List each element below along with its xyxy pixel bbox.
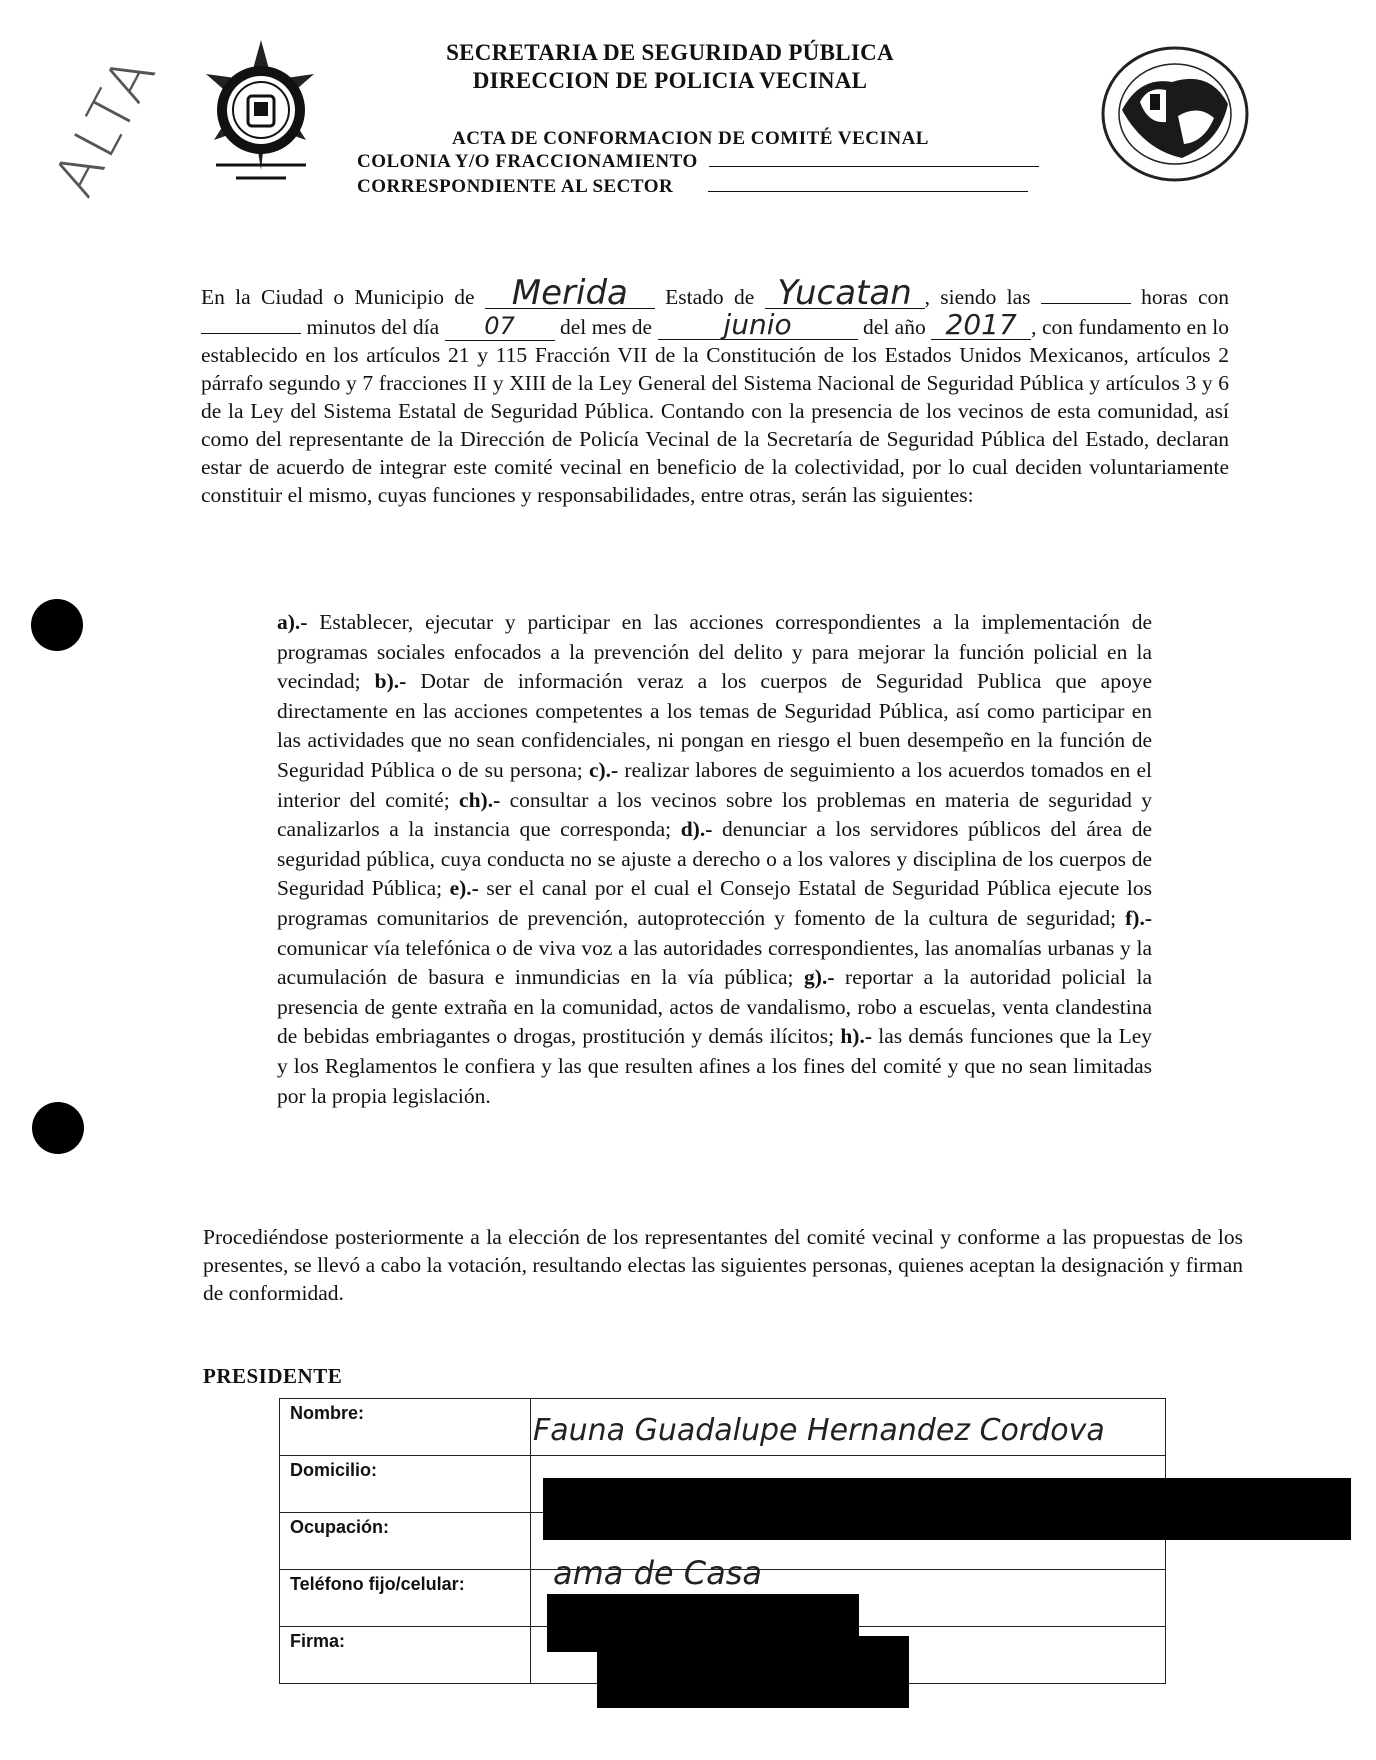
intro-text-2: Estado de [665, 285, 755, 309]
intro-text-5: minutos del día [306, 315, 440, 339]
sector-label: CORRESPONDIENTE AL SECTOR [357, 176, 674, 197]
table-row [280, 1399, 1166, 1456]
function-key: b).- [374, 669, 407, 694]
firma-label: Firma: [280, 1627, 531, 1684]
header-title-2: DIRECCION DE POLICIA VECINAL [472, 68, 868, 93]
telefono-label: Teléfono fijo/celular: [280, 1570, 531, 1627]
intro-text-7: del año [862, 315, 926, 339]
function-text: consultar a los vecinos sobre los problemas en materia de seguridad y canalizarlos a la instancia que corresponda; [277, 787, 1153, 842]
nombre-value: Fauna Guadalupe Hernandez Cordova [533, 1413, 1105, 1448]
ocupacion-label: Ocupación: [280, 1513, 531, 1570]
function-key: e).- [449, 876, 479, 901]
intro-text-8: , con fundamento en lo establecido en los artículos 21 y 115 Fracción VII de la Constitución de los Estados Unidos Mexicanos, artículos 2 párrafo segundo y 7 fracciones II y XIII de la Ley General del Sistema Nacional de Seguridad Pública y artículos 3 y 6 de la Ley del Sistema Estatal de Seguridad Pública. Contando con la presencia de los vecinos de esta comunidad, así como del representante de la Dirección de Policía Vecinal de la Secretaría de Seguridad Pública del Estado, declaran estar de acuerdo de integrar este comité vecinal en beneficio de la colectividad, por lo cual deciden voluntariamente constituir el mismo, cuyas funciones y responsabilidades, entre otras, serán las siguientes: [201, 315, 1230, 507]
document-subtitle: ACTA DE CONFORMACION DE COMITÉ VECINAL [452, 128, 929, 149]
mes-value[interactable]: junio [658, 311, 858, 340]
sector-row [357, 176, 1028, 198]
redaction-domicilio [543, 1478, 1351, 1540]
function-text: las demás funciones que la Ley y los Reglamentos le confiera y las que resulten afines a los fines del comité y que no sean limitadas por la propia legislación. [277, 1024, 1152, 1108]
function-text: realizar labores de seguimiento a los acuerdos tomados en el interior del comité; [277, 757, 1152, 812]
closing-paragraph: Procediéndose posteriormente a la elección de los representantes del comité vecinal y conforme a las propuestas de los presentes, se llevó a cabo la votación, resultando electas las siguientes personas, quienes aceptan la designación y firman de conformidad. [203, 1225, 1243, 1305]
punch-hole-top [31, 599, 83, 651]
function-text: reportar a la autoridad policial la presencia de gente extraña en la comunidad, actos de vandalismo, robo a escuelas, venta clandestina de bebidas embriagantes o drogas, prostitución y demás ilícitos; [277, 965, 1152, 1049]
domicilio-label: Domicilio: [280, 1456, 531, 1513]
sector-field[interactable] [708, 191, 1028, 192]
dia-value[interactable]: 07 [445, 312, 555, 341]
header-title-1: SECRETARIA DE SEGURIDAD PÚBLICA [446, 40, 894, 65]
function-text: Establecer, ejecutar y participar en las acciones correspondientes a la implementación de programas sociales enfocados a la prevención del delito y para mejorar la función policial en la vecindad; [277, 610, 1152, 694]
nombre-label: Nombre: [280, 1399, 531, 1456]
colonia-field[interactable] [709, 166, 1039, 167]
presidente-title: PRESIDENTE [203, 1364, 343, 1388]
intro-text-6: del mes de [560, 315, 653, 339]
intro-text-3: , siendo las [924, 285, 1031, 309]
estado-value[interactable]: Yucatan [765, 278, 925, 309]
function-text: comunicar vía telefónica o de viva voz a las autoridades correspondientes, las anomalías urbanas y la acumulación de basura e inmundicias en la vía pública; [277, 935, 1152, 990]
function-key: h).- [840, 1024, 872, 1049]
intro-paragraph [201, 273, 1230, 509]
horas-field[interactable] [1041, 303, 1131, 304]
function-text: Dotar de información veraz a los cuerpos de Seguridad Publica que apoye directamente en las acciones competentes a los temas de Seguridad Pública, así como participar en las actividades que no sean confidenciales, ni pongan en riesgo el buen desempeño en la función de Seguridad Pública o de su persona; [277, 669, 1152, 782]
colonia-row [357, 151, 1039, 173]
function-text: ser el canal por el cual el Consejo Estatal de Seguridad Pública ejecute los programas comunitarios de prevención, autoprotección y fomento de la cultura de seguridad; [277, 876, 1152, 930]
minutos-field[interactable] [201, 333, 301, 334]
intro-text-4: horas con [1141, 285, 1230, 309]
redaction-firma [597, 1636, 909, 1708]
margin-note: ALTA [40, 42, 171, 207]
ocupacion-value: ama de Casa [553, 1554, 762, 1592]
function-key: a).- [277, 610, 308, 634]
anio-value[interactable]: 2017 [931, 311, 1031, 340]
function-key: c).- [588, 757, 619, 782]
function-key: d).- [680, 817, 713, 842]
nombre-field[interactable] [531, 1399, 1166, 1456]
municipio-value[interactable]: Merida [485, 278, 655, 309]
functions-paragraph [277, 608, 1152, 1111]
punch-hole-bottom [32, 1102, 84, 1154]
function-key: f).- [1125, 905, 1152, 930]
function-key: ch).- [459, 787, 501, 812]
function-key: g).- [804, 965, 835, 990]
police-star-badge-icon [196, 40, 326, 185]
colonia-label: COLONIA Y/O FRACCIONAMIENTO [357, 151, 698, 172]
intro-text-1: En la Ciudad o Municipio de [201, 285, 475, 309]
function-text: denunciar a los servidores públicos del área de seguridad pública, cuya conducta no se ajuste a derecho o a los valores y disciplina de los cuerpos de Seguridad Pública; [277, 817, 1152, 901]
consejo-estatal-seal-icon [1100, 46, 1250, 182]
